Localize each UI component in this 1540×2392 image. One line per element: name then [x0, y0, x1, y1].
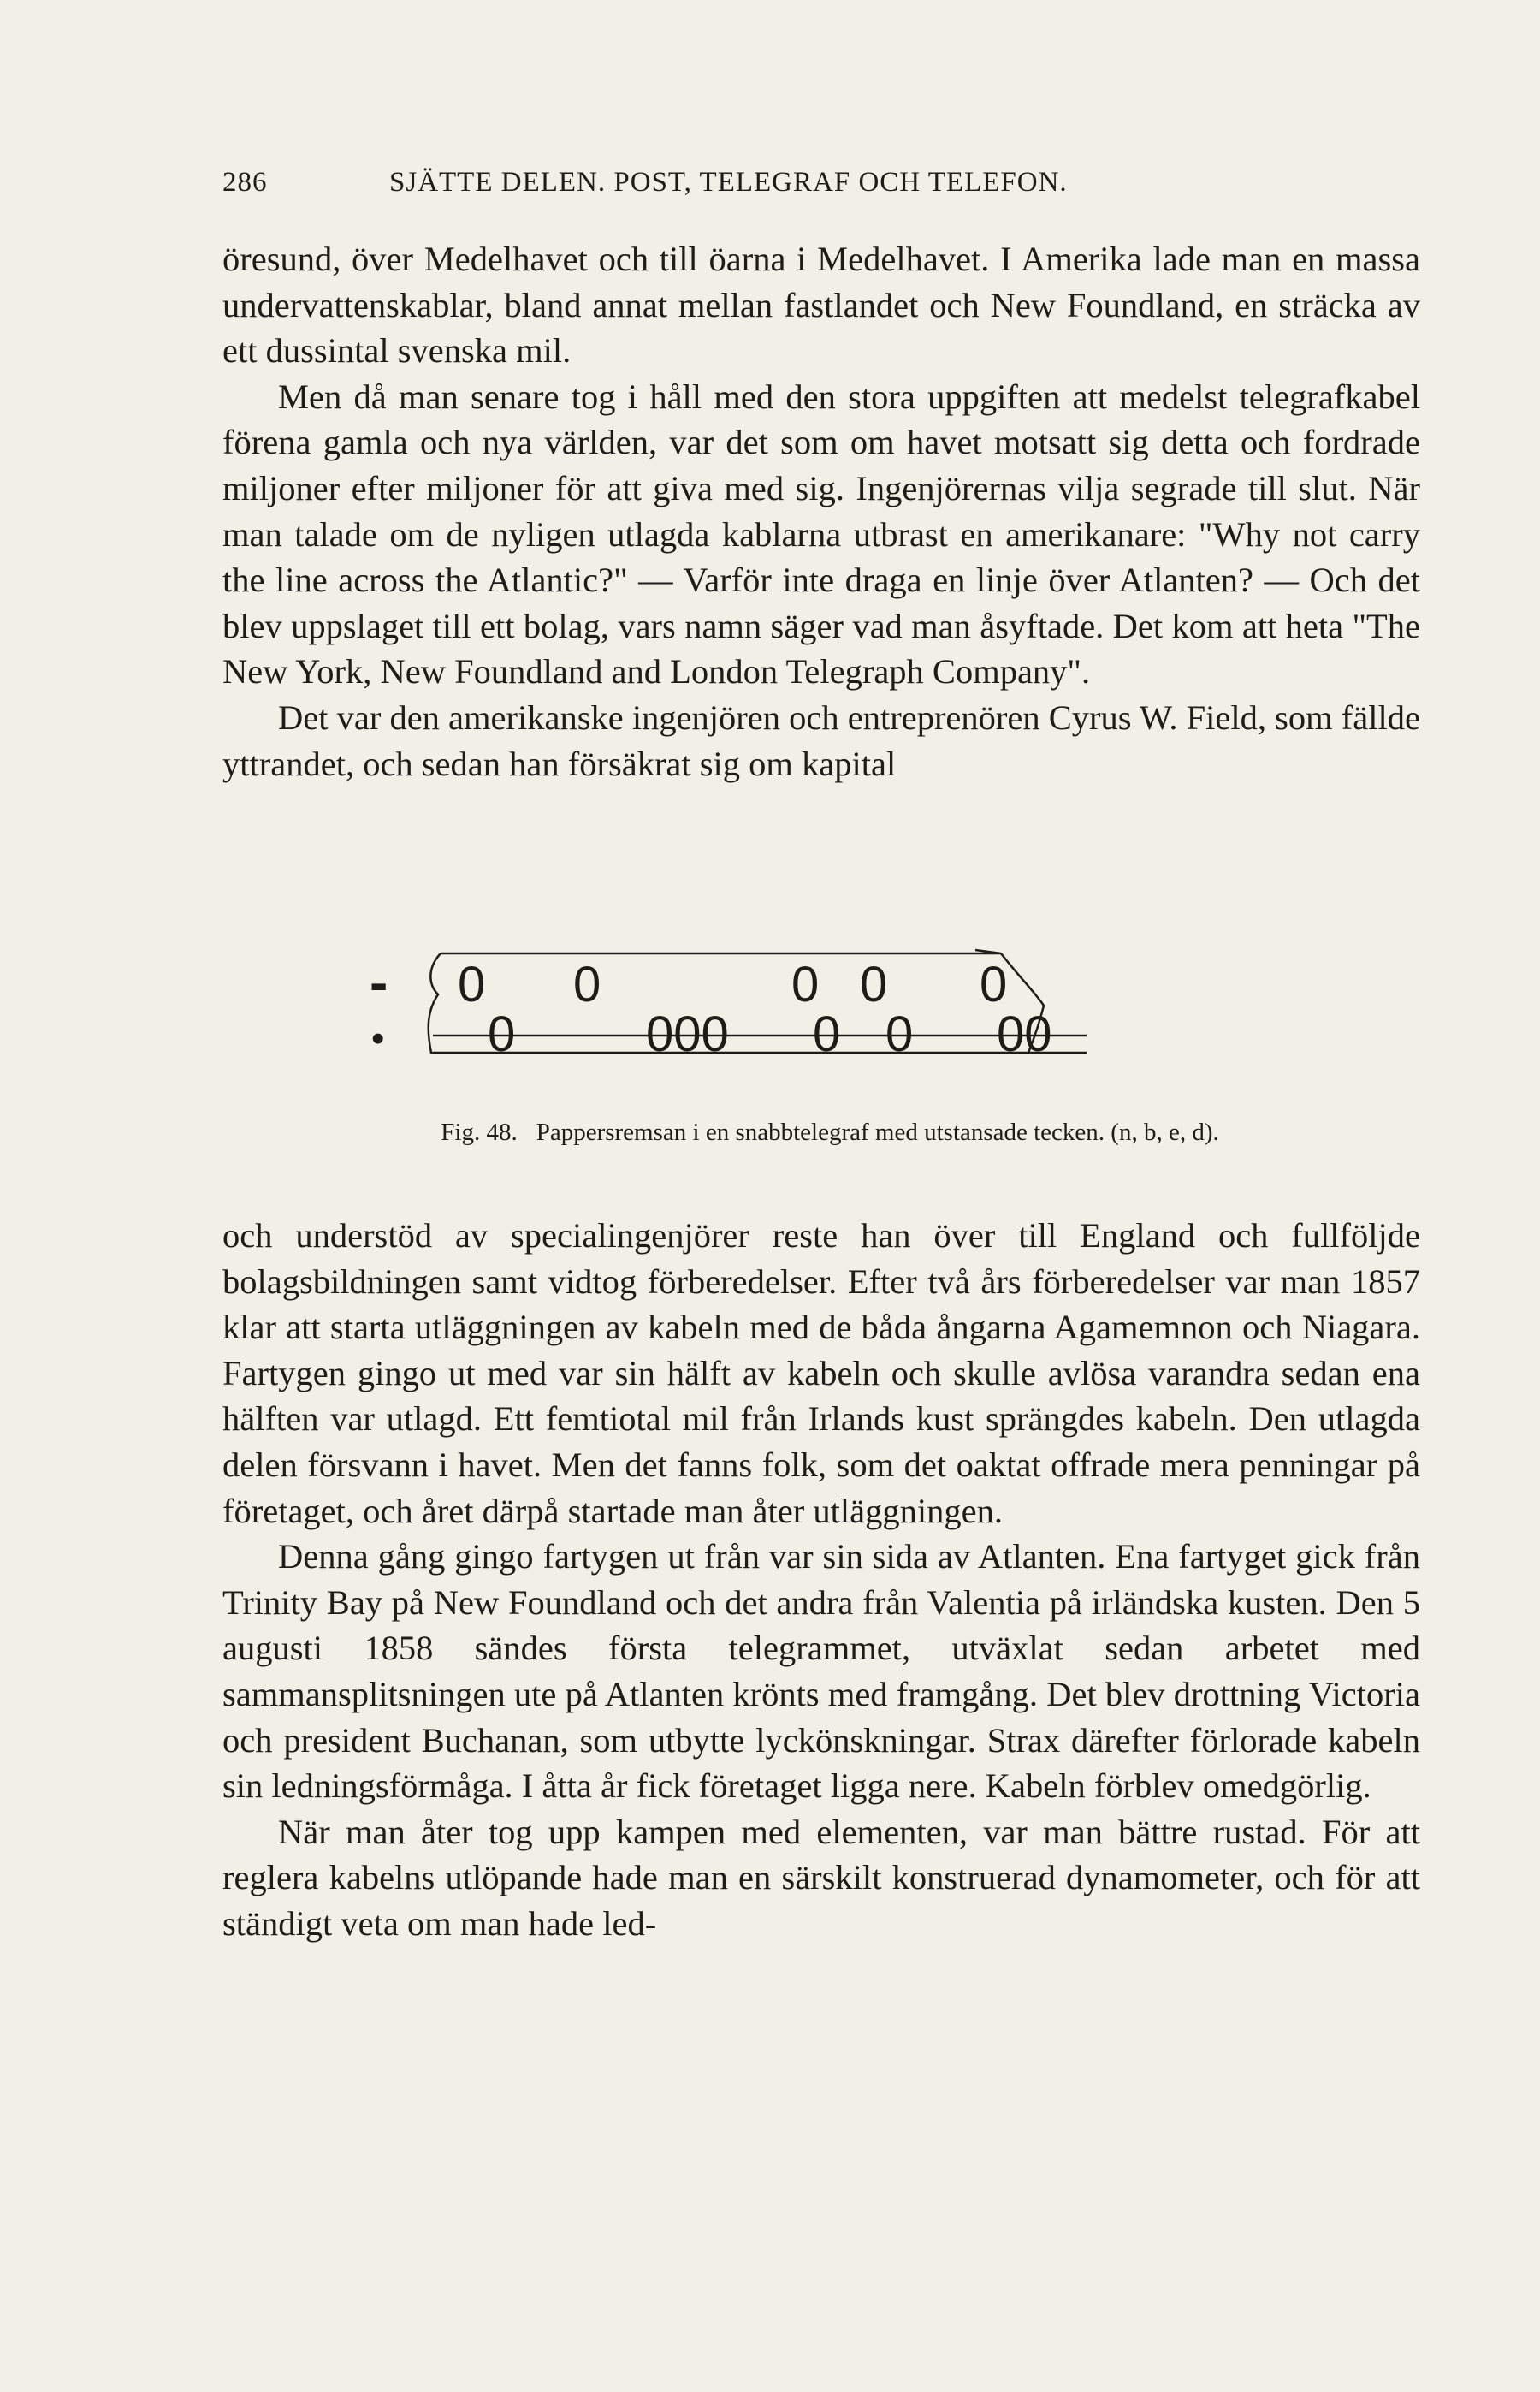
tape-hole-top: 0 [791, 957, 820, 1012]
figure-label: Fig. 48. [441, 1119, 518, 1146]
tape-marker-top: - [370, 952, 388, 1013]
paragraph: Men då man senare tog i håll med den stora uppgiften att medelst telegrafkabel förena gamla och nya världen, var det som om havet motsatt sig detta och fordrade miljoner efter miljoner för att giva med sig. Ingenjörernas vilja segrade till slut. När man talade om de nyligen utlagda kablarna utbrast en amerikanare: "Why not carry the line across the Atlantic?" — Varför inte draga en linje över Atlanten? — Och det blev uppslaget till ett bolag, vars namn säger vad man åsyftade. Det kom att heta "The New York, New Foundland and London Telegraph Company". [222, 377, 1420, 691]
figure-48 [359, 941, 1300, 1198]
tape-hole-bottom: 0 [886, 1006, 914, 1062]
tape-hole-top: 0 [573, 957, 601, 1012]
figure-caption [359, 1117, 1300, 1148]
running-title: SJÄTTE DELEN. POST, TELEGRAF OCH TELEFON. [389, 167, 1068, 198]
tape-hole-top: 0 [458, 957, 486, 1012]
text-block-after-figure [222, 1213, 1420, 1947]
paper-tape-illustration [359, 941, 1300, 1113]
text-block-before-figure [222, 236, 1420, 786]
tape-hole-bottom: 000 [646, 1006, 729, 1062]
paragraph: Denna gång gingo fartygen ut från var sin sida av Atlanten. Ena fartyget gick från Trinity Bay på New Foundland och det andra från Valentia på irländska kusten. Den 5 augusti 1858 sändes första telegrammet, utväxlat sedan arbetet med sammansplitsningen ute på Atlanten krönts med framgång. Det blev drottning Victoria och president Buchanan, som utbytte lyckönskningar. Strax därefter förlorade kabeln sin ledningsförmåga. I åtta år fick företaget ligga nere. Kabeln förblev omedgörlig. [222, 1537, 1420, 1806]
tape-hole-top: 0 [860, 957, 888, 1012]
tape-marker-bottom: • [371, 1018, 385, 1059]
tape-hole-bottom: 0 [488, 1006, 516, 1062]
paragraph: öresund, över Medelhavet och till öarna i Medelhavet. I Amerika lade man en massa undervattenskablar, bland annat mellan fastlandet och New Foundland, en sträcka av ett dussintal svenska mil. [222, 240, 1420, 371]
tape-hole-bottom: 0 [813, 1006, 841, 1062]
running-header [222, 167, 1420, 199]
tape-hole-bottom: 00 [997, 1006, 1052, 1062]
paragraph: och understöd av specialingenjörer reste han över till England och fullföljde bolagsbildningen samt vidtog förberedelser. Efter två års förberedelser var man 1857 klar att starta utläggningen av kabeln med de båda ångarna Agamemnon och Niagara. Fartygen gingo ut med var sin hälft av kabeln och skulle avlösa varandra sedan ena hälften var utlagd. Ett femtiotal mil från Irlands kust sprängdes kabeln. Den utlagda delen försvann i havet. Men det fanns folk, som det oaktat offrade mera penningar på företaget, och året därpå startade man åter utläggningen. [222, 1216, 1420, 1530]
paragraph: När man åter tog upp kampen med elementen, var man bättre rustad. För att reglera kabelns utlöpande hade man en särskilt konstruerad dynamometer, och för att ständigt veta om man hade led- [222, 1812, 1420, 1943]
tape-hole-top: 0 [980, 957, 1008, 1012]
page-number: 286 [222, 167, 268, 198]
paragraph: Det var den amerikanske ingenjören och entreprenören Cyrus W. Field, som fällde yttrandet, och sedan han försäkrat sig om kapital [222, 697, 1420, 783]
figure-caption-text: Pappersremsan i en snabbtelegraf med utstansade tecken. (n, b, e, d). [536, 1119, 1219, 1146]
